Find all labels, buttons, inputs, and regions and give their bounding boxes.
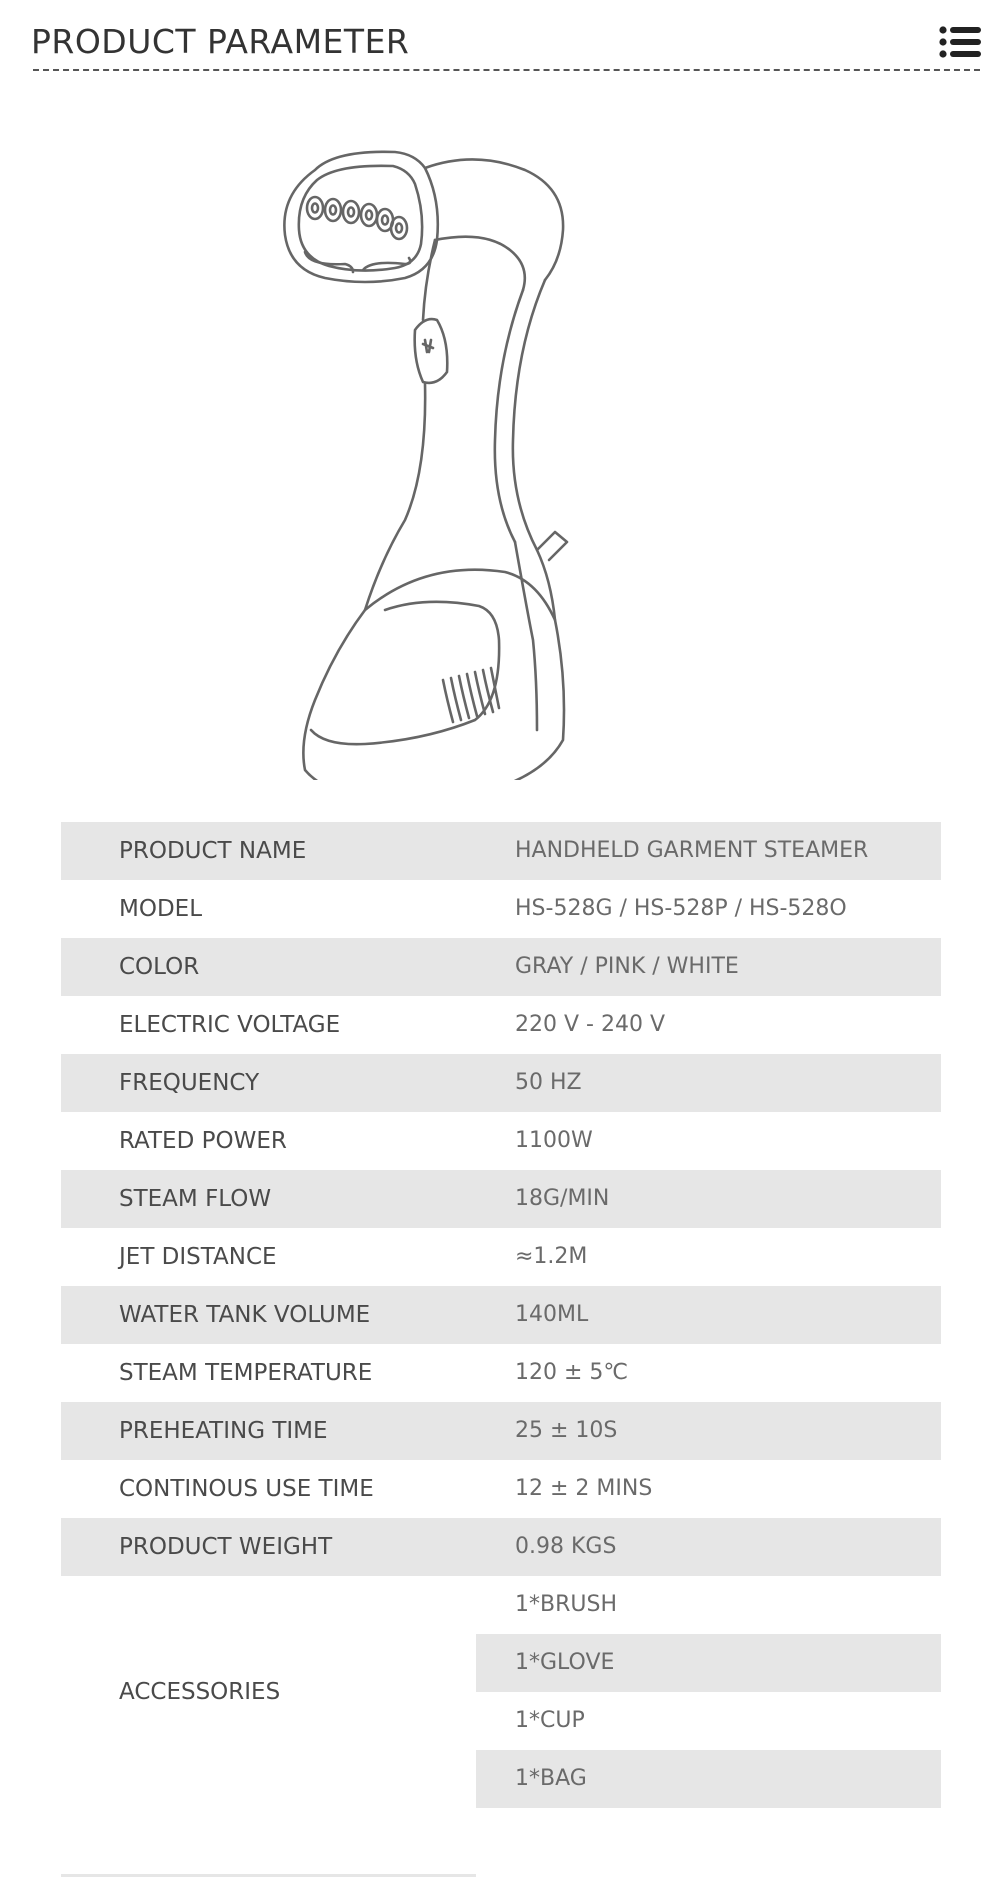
param-value: 12 ± 2 MINS <box>515 1476 653 1501</box>
parameter-table <box>61 822 941 1808</box>
param-label: ELECTRIC VOLTAGE <box>119 1012 341 1038</box>
list-menu-icon[interactable] <box>939 24 981 60</box>
param-row-water-tank-volume <box>61 1286 941 1344</box>
header-divider <box>33 69 980 71</box>
param-value: 1100W <box>515 1128 593 1153</box>
param-label: PRODUCT NAME <box>119 838 307 864</box>
param-row-frequency <box>61 1054 941 1112</box>
param-label: PREHEATING TIME <box>119 1418 328 1444</box>
param-row-continous-use-time <box>61 1460 941 1518</box>
param-label: JET DISTANCE <box>119 1244 277 1270</box>
param-label: STEAM FLOW <box>119 1186 272 1212</box>
param-label: STEAM TEMPERATURE <box>119 1360 373 1386</box>
param-label: WATER TANK VOLUME <box>119 1302 371 1328</box>
param-row-electric-voltage <box>61 996 941 1054</box>
param-label: RATED POWER <box>119 1128 287 1154</box>
param-value: 50 HZ <box>515 1070 582 1095</box>
page-title: PRODUCT PARAMETER <box>31 22 410 61</box>
param-label: CONTINOUS USE TIME <box>119 1476 374 1502</box>
param-value: HS-528G / HS-528P / HS-528O <box>515 896 847 921</box>
param-value: GRAY / PINK / WHITE <box>515 954 739 979</box>
param-value: 25 ± 10S <box>515 1418 618 1443</box>
param-row-jet-distance <box>61 1228 941 1286</box>
param-value: 120 ± 5℃ <box>515 1360 629 1385</box>
param-value: 140ML <box>515 1302 589 1327</box>
param-label: COLOR <box>119 954 200 980</box>
param-label: PRODUCT WEIGHT <box>119 1534 333 1560</box>
page-header <box>31 18 981 72</box>
param-label: MODEL <box>119 896 203 922</box>
param-value: 0.98 KGS <box>515 1534 617 1559</box>
accessories-label: ACCESSORIES <box>119 1679 281 1705</box>
param-label: FREQUENCY <box>119 1070 260 1096</box>
accessory-item: 1*GLOVE <box>476 1634 941 1692</box>
param-row-steam-flow <box>61 1170 941 1228</box>
accessory-item: 1*BAG <box>476 1750 941 1808</box>
param-value: ≈1.2M <box>515 1244 588 1269</box>
accessory-item: 1*CUP <box>515 1708 585 1733</box>
param-value: HANDHELD GARMENT STEAMER <box>515 838 869 863</box>
param-value: 220 V - 240 V <box>515 1012 665 1037</box>
param-row-product-name <box>61 822 941 880</box>
param-row-color <box>61 938 941 996</box>
garment-steamer-icon <box>275 140 655 780</box>
param-row-product-weight <box>61 1518 941 1576</box>
param-row-model <box>61 880 941 938</box>
param-value: 18G/MIN <box>515 1186 610 1211</box>
param-row-accessories <box>61 1576 941 1808</box>
param-row-steam-temperature <box>61 1344 941 1402</box>
accessory-item: 1*BRUSH <box>515 1592 617 1617</box>
accessories-list <box>476 1576 941 1808</box>
param-row-rated-power <box>61 1112 941 1170</box>
param-row-preheating-time <box>61 1402 941 1460</box>
